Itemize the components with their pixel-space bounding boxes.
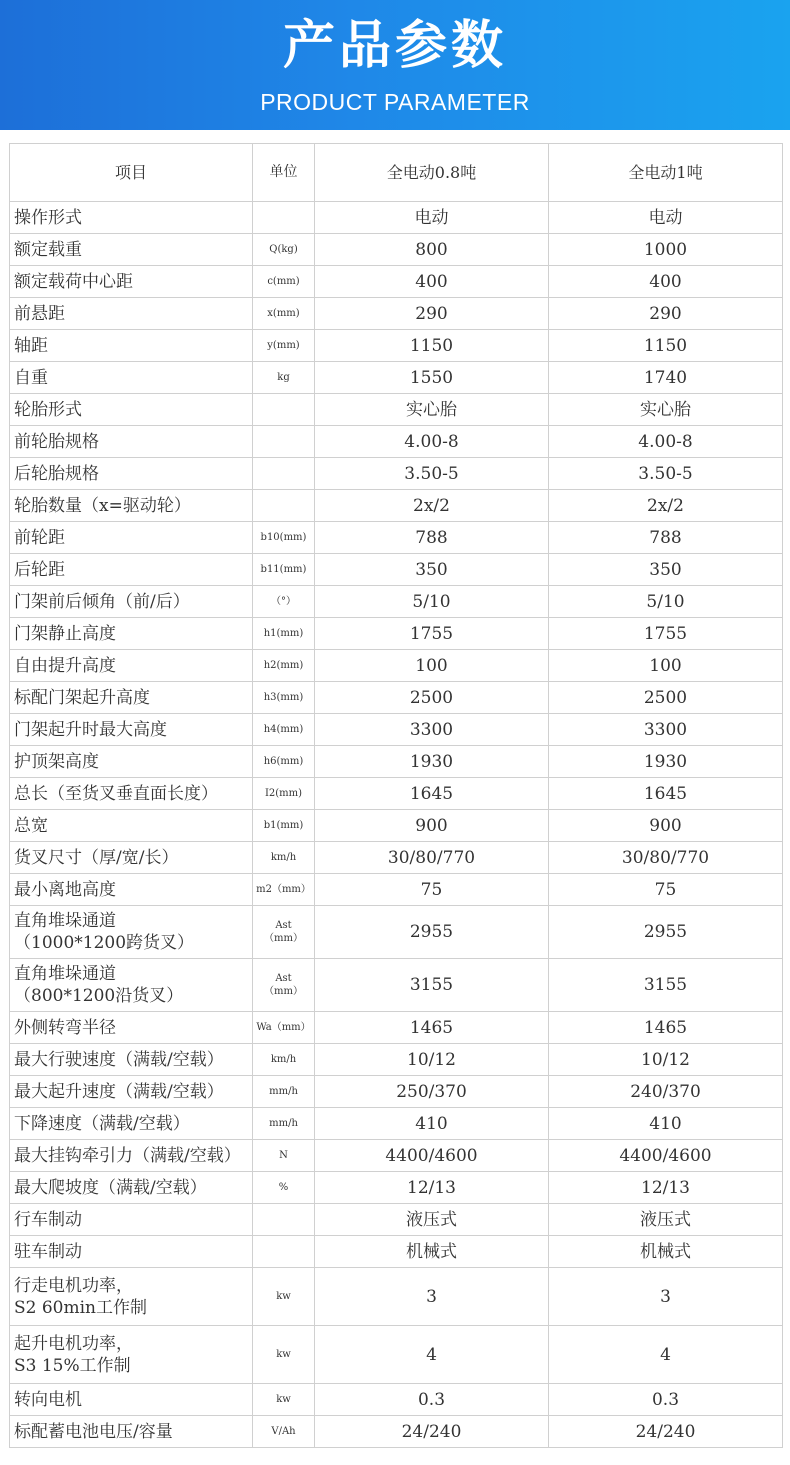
parameter-table-body [10, 144, 783, 1448]
row-unit: Q(kg) [253, 234, 315, 266]
row-value-1t: 1755 [549, 618, 783, 650]
row-value-1t: 1465 [549, 1012, 783, 1044]
page-subtitle: PRODUCT PARAMETER [260, 89, 530, 115]
row-value-1t: 900 [549, 810, 783, 842]
row-unit: N [253, 1140, 315, 1172]
row-value-0-8t: 12/13 [315, 1172, 549, 1204]
row-item-name: 行走电机功率， S2 60min工作制 [10, 1268, 253, 1326]
row-value-0-8t: 1150 [315, 330, 549, 362]
row-unit: I2(mm) [253, 778, 315, 810]
row-value-0-8t: 250/370 [315, 1076, 549, 1108]
row-item-name: 额定载重 [10, 234, 253, 266]
row-value-0-8t: 机械式 [315, 1236, 549, 1268]
row-value-1t: 机械式 [549, 1236, 783, 1268]
table-row [10, 234, 783, 266]
row-value-0-8t: 10/12 [315, 1044, 549, 1076]
row-value-1t: 电动 [549, 202, 783, 234]
column-header-model-1t: 全电动1吨 [549, 144, 783, 202]
row-unit: y(mm) [253, 330, 315, 362]
row-value-1t: 1000 [549, 234, 783, 266]
row-unit [253, 1236, 315, 1268]
row-unit: Ast （mm） [253, 906, 315, 959]
table-row [10, 1416, 783, 1448]
row-value-0-8t: 350 [315, 554, 549, 586]
table-row [10, 810, 783, 842]
table-row [10, 202, 783, 234]
row-unit [253, 490, 315, 522]
row-unit [253, 458, 315, 490]
row-item-name: 最大行驶速度（满载/空载） [10, 1044, 253, 1076]
row-value-1t: 290 [549, 298, 783, 330]
row-value-0-8t: 2500 [315, 682, 549, 714]
table-row [10, 330, 783, 362]
row-value-1t: 1740 [549, 362, 783, 394]
row-unit: c(mm) [253, 266, 315, 298]
row-value-1t: 100 [549, 650, 783, 682]
table-row [10, 1076, 783, 1108]
row-unit: % [253, 1172, 315, 1204]
row-item-name: 下降速度（满载/空载） [10, 1108, 253, 1140]
row-unit: x(mm) [253, 298, 315, 330]
row-value-1t: 2x/2 [549, 490, 783, 522]
table-row [10, 714, 783, 746]
row-value-0-8t: 100 [315, 650, 549, 682]
table-row [10, 266, 783, 298]
row-unit [253, 394, 315, 426]
page-title: 产品参数 [282, 16, 507, 76]
row-value-0-8t: 800 [315, 234, 549, 266]
row-item-name: 前悬距 [10, 298, 253, 330]
row-value-0-8t: 4.00-8 [315, 426, 549, 458]
row-value-1t: 12/13 [549, 1172, 783, 1204]
row-item-name: 前轮胎规格 [10, 426, 253, 458]
row-value-1t: 75 [549, 874, 783, 906]
row-item-name: 轮胎形式 [10, 394, 253, 426]
table-row [10, 426, 783, 458]
row-unit: h4(mm) [253, 714, 315, 746]
table-row [10, 842, 783, 874]
table-row [10, 618, 783, 650]
row-value-1t: 3.50-5 [549, 458, 783, 490]
row-item-name: 前轮距 [10, 522, 253, 554]
row-value-0-8t: 75 [315, 874, 549, 906]
row-item-name: 门架前后倾角（前/后） [10, 586, 253, 618]
table-row [10, 746, 783, 778]
row-item-name: 直角堆垛通道 （1000*1200跨货叉） [10, 906, 253, 959]
row-value-1t: 10/12 [549, 1044, 783, 1076]
table-row [10, 586, 783, 618]
row-value-1t: 4.00-8 [549, 426, 783, 458]
row-value-0-8t: 液压式 [315, 1204, 549, 1236]
table-row [10, 1326, 783, 1384]
table-row [10, 650, 783, 682]
row-value-1t: 4 [549, 1326, 783, 1384]
row-item-name: 标配门架起升高度 [10, 682, 253, 714]
row-unit: kg [253, 362, 315, 394]
row-value-0-8t: 3 [315, 1268, 549, 1326]
row-unit: Wa（mm） [253, 1012, 315, 1044]
table-row [10, 490, 783, 522]
row-item-name: 最小离地高度 [10, 874, 253, 906]
row-item-name: 驻车制动 [10, 1236, 253, 1268]
row-value-1t: 3155 [549, 959, 783, 1012]
column-header-item: 项目 [10, 144, 253, 202]
row-value-1t: 1930 [549, 746, 783, 778]
row-value-1t: 30/80/770 [549, 842, 783, 874]
row-value-0-8t: 400 [315, 266, 549, 298]
row-item-name: 轴距 [10, 330, 253, 362]
row-unit: b1(mm) [253, 810, 315, 842]
row-value-0-8t: 电动 [315, 202, 549, 234]
table-row [10, 1384, 783, 1416]
row-unit: h1(mm) [253, 618, 315, 650]
row-unit: kw [253, 1326, 315, 1384]
row-value-0-8t: 1465 [315, 1012, 549, 1044]
table-row [10, 1172, 783, 1204]
row-value-0-8t: 0.3 [315, 1384, 549, 1416]
row-unit: h2(mm) [253, 650, 315, 682]
row-value-0-8t: 1550 [315, 362, 549, 394]
table-row [10, 394, 783, 426]
row-item-name: 总宽 [10, 810, 253, 842]
row-value-1t: 1645 [549, 778, 783, 810]
row-item-name: 后轮距 [10, 554, 253, 586]
row-item-name: 轮胎数量（x=驱动轮） [10, 490, 253, 522]
table-header-row [10, 144, 783, 202]
row-value-1t: 240/370 [549, 1076, 783, 1108]
table-row [10, 1204, 783, 1236]
row-value-0-8t: 2x/2 [315, 490, 549, 522]
row-unit: h3(mm) [253, 682, 315, 714]
header-banner [0, 0, 790, 130]
row-unit: km/h [253, 842, 315, 874]
row-value-1t: 788 [549, 522, 783, 554]
row-unit: mm/h [253, 1076, 315, 1108]
row-unit: kw [253, 1268, 315, 1326]
row-value-0-8t: 2955 [315, 906, 549, 959]
row-value-1t: 3 [549, 1268, 783, 1326]
row-value-0-8t: 1930 [315, 746, 549, 778]
row-value-1t: 410 [549, 1108, 783, 1140]
row-value-0-8t: 3.50-5 [315, 458, 549, 490]
row-value-0-8t: 290 [315, 298, 549, 330]
row-value-1t: 350 [549, 554, 783, 586]
table-row [10, 522, 783, 554]
table-row [10, 362, 783, 394]
table-row [10, 458, 783, 490]
row-item-name: 门架起升时最大高度 [10, 714, 253, 746]
row-value-0-8t: 实心胎 [315, 394, 549, 426]
row-item-name: 货叉尺寸（厚/宽/长） [10, 842, 253, 874]
row-unit: m2（mm） [253, 874, 315, 906]
row-unit: V/Ah [253, 1416, 315, 1448]
row-value-1t: 4400/4600 [549, 1140, 783, 1172]
row-item-name: 后轮胎规格 [10, 458, 253, 490]
row-unit: b10(mm) [253, 522, 315, 554]
row-unit: （°） [253, 586, 315, 618]
column-header-model-0-8t: 全电动0.8吨 [315, 144, 549, 202]
table-row [10, 1140, 783, 1172]
table-row [10, 778, 783, 810]
table-row [10, 1044, 783, 1076]
row-value-0-8t: 4 [315, 1326, 549, 1384]
row-value-1t: 400 [549, 266, 783, 298]
row-value-1t: 实心胎 [549, 394, 783, 426]
row-item-name: 门架静止高度 [10, 618, 253, 650]
row-value-0-8t: 4400/4600 [315, 1140, 549, 1172]
row-value-0-8t: 788 [315, 522, 549, 554]
table-row [10, 1236, 783, 1268]
table-row [10, 1268, 783, 1326]
table-row [10, 1108, 783, 1140]
table-row [10, 906, 783, 959]
table-row [10, 874, 783, 906]
row-value-1t: 2500 [549, 682, 783, 714]
parameter-table [9, 143, 783, 1448]
row-item-name: 自由提升高度 [10, 650, 253, 682]
row-item-name: 额定载荷中心距 [10, 266, 253, 298]
row-value-0-8t: 3155 [315, 959, 549, 1012]
row-item-name: 行车制动 [10, 1204, 253, 1236]
row-unit: Ast （mm） [253, 959, 315, 1012]
row-value-0-8t: 410 [315, 1108, 549, 1140]
row-item-name: 外侧转弯半径 [10, 1012, 253, 1044]
row-item-name: 起升电机功率， S3 15%工作制 [10, 1326, 253, 1384]
row-unit: mm/h [253, 1108, 315, 1140]
row-unit: km/h [253, 1044, 315, 1076]
row-item-name: 最大爬坡度（满载/空载） [10, 1172, 253, 1204]
table-row [10, 959, 783, 1012]
row-value-0-8t: 900 [315, 810, 549, 842]
table-row [10, 554, 783, 586]
row-value-1t: 1150 [549, 330, 783, 362]
row-item-name: 操作形式 [10, 202, 253, 234]
row-value-0-8t: 24/240 [315, 1416, 549, 1448]
row-item-name: 自重 [10, 362, 253, 394]
row-item-name: 标配蓄电池电压/容量 [10, 1416, 253, 1448]
table-row [10, 682, 783, 714]
column-header-unit: 单位 [253, 144, 315, 202]
row-value-1t: 2955 [549, 906, 783, 959]
row-item-name: 转向电机 [10, 1384, 253, 1416]
row-unit: kw [253, 1384, 315, 1416]
row-value-0-8t: 1645 [315, 778, 549, 810]
row-item-name: 直角堆垛通道 （800*1200沿货叉） [10, 959, 253, 1012]
row-value-1t: 3300 [549, 714, 783, 746]
row-unit [253, 1204, 315, 1236]
row-value-0-8t: 3300 [315, 714, 549, 746]
table-row [10, 298, 783, 330]
table-row [10, 1012, 783, 1044]
row-value-0-8t: 5/10 [315, 586, 549, 618]
row-value-1t: 0.3 [549, 1384, 783, 1416]
row-item-name: 护顶架高度 [10, 746, 253, 778]
row-value-0-8t: 30/80/770 [315, 842, 549, 874]
row-unit: h6(mm) [253, 746, 315, 778]
row-value-0-8t: 1755 [315, 618, 549, 650]
row-item-name: 总长（至货叉垂直面长度） [10, 778, 253, 810]
row-item-name: 最大起升速度（满载/空载） [10, 1076, 253, 1108]
row-item-name: 最大挂钩牵引力（满载/空载） [10, 1140, 253, 1172]
row-unit [253, 426, 315, 458]
row-value-1t: 5/10 [549, 586, 783, 618]
row-unit [253, 202, 315, 234]
row-value-1t: 24/240 [549, 1416, 783, 1448]
row-value-1t: 液压式 [549, 1204, 783, 1236]
row-unit: b11(mm) [253, 554, 315, 586]
